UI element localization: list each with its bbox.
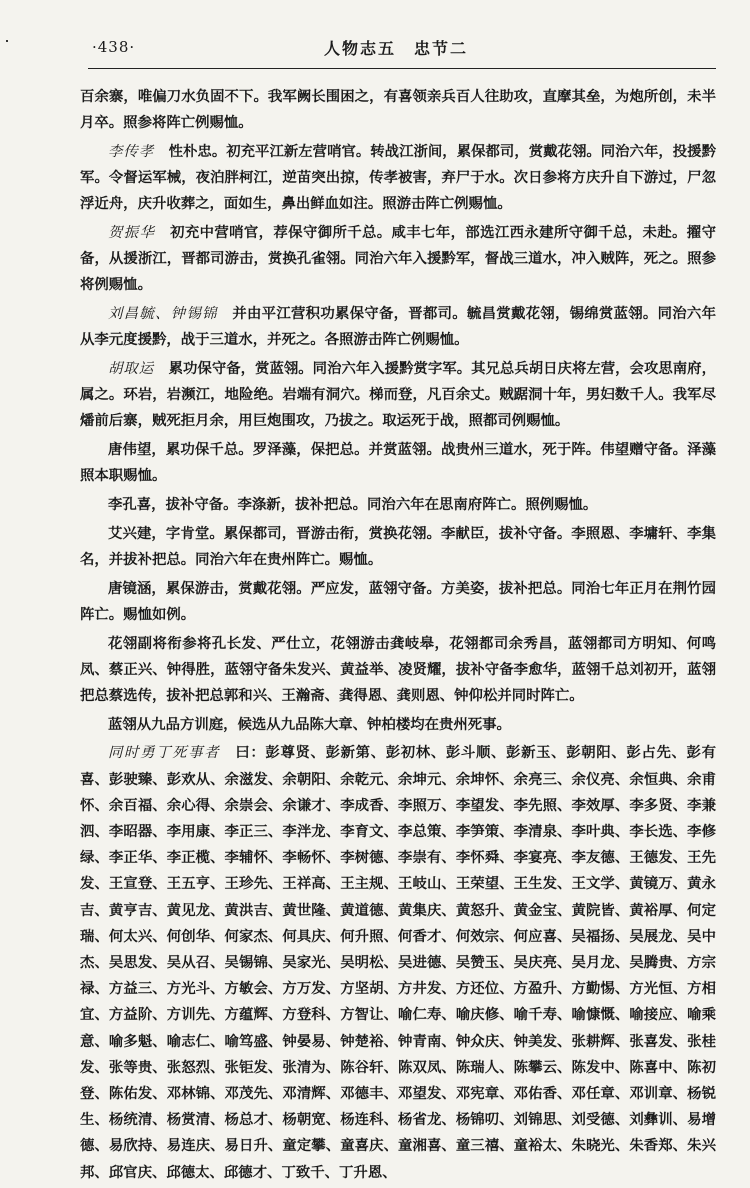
person-name: 刘昌毓、钟锡锦 [108,306,218,323]
paragraph-text: 性朴忠。初充平江新左营哨官。转战江浙间，累保都司，赏戴花翎。同治六年，投援黔军。令督运军械，夜泊胖柯江，逆苗突出掠，传孝被害，弃尸于水。次日参将方庆升自下游过，尸忽浮近舟，庆升收葬之，面如生，鼻出鲜血如注。照游击阵亡例赐恤。 [80,142,716,213]
person-name: 贺振华 [108,225,156,242]
paragraph-text: 花翎副将衔参将孔长发、严仕立，花翎游击龚岐皋，花翎都司余秀昌，蓝翎都司方明知、何鸣凤、蔡正兴、钟得胜，蓝翎守备朱发兴、黄益举、凌贤耀，拔补守备李愈华，蓝翎千总刘初开，蓝翎把总蔡选传，拔补把总郭和兴、王瀚斋、龚得恩、龚则恩、钟仰松并同时阵亡。 [80,634,716,704]
paragraph-text: 李孔喜，拔补守备。李涤新，拔补把总。同治六年在思南府阵亡。照例赐恤。 [108,496,598,514]
paragraph [80,139,716,218]
paragraph [80,356,716,435]
paragraph-text: 唐镜涵，累保游击，赏戴花翎。严应发，蓝翎守备。方美姿，拔补把总。同治七年正月在荆竹园阵亡。赐恤如例。 [80,579,716,623]
paragraph-text: 累功保守备，赏蓝翎。同治六年入援黔赏字军。其兄总兵胡日庆将左营，会攻思南府，属之。环岩，岩濒江，地险绝。岩端有洞穴。梯而登，凡百余丈。贼踞洞十年，男妇数千人。我军尽燔前后寨，贼死拒月余，用巨炮围攻，乃拔之。取运死于战，照都司例赐恤。 [80,360,716,430]
paragraph-text: 蓝翎从九品方训庭，候选从九品陈大章、钟柏楼均在贵州死事。 [108,715,511,733]
paragraph-text: 并由平江营积功累保守备，晋都司。毓昌赏戴花翎，锡绵赏蓝翎。同治六年从李元度援黔，战于三道水，并死之。各照游击阵亡例赐恤。 [80,305,716,349]
paragraph-text: 曰：彭尊贤、彭新第、彭初林、彭斗顺、彭新玉、彭朝阳、彭占先、彭有喜、彭驶臻、彭欢从、余滋发、余朝阳、余乾元、余坤元、余坤怀、余亮三、余仪亮、余恒典、余甫怀、余百福、余心得、余崇会、余谦才、李成香、李照万、李望发、李先照、李效厚、李多贤、李兼泗、李昭器、李用康、李正三、李泮龙、李育文、李总策、李笋策、李清泉、李叶典、李长选、李修绿、李正华、李正榄、李辅怀、李畅怀、李树德、李崇有、李怀舜、李宴亮、李友德、王德发、王先发、王宣登、王五亨、王珍先、王祥高、王主规、王岐山、王荣望、王生发、王文学、黄镜万、黄永吉、黄亨吉、黄见龙、黄洪吉、黄世隆、黄道德、黄集庆、黄怒升、黄金宝、黄院皆、黄裕厚、何定瑞、何太兴、何创华、何家杰、何具庆、何升照、何香才、何效宗、何应喜、吴福扬、吴展龙、吴中杰、吴思发、吴从召、吴锡锦、吴家光、吴明松、吴进德、吴赞玉、吴庆亮、吴月龙、吴腾贵、方宗禄、方益三、方光斗、方敏会、方万发、方坚胡、方井发、方还位、方盈升、方勤惕、方光恒、方相宜、方益阶、方训先、方蕴辉、方登科、方智让、喻仁寿、喻庆修、喻千寿、喻慷慨、喻接应、喻乘意、喻多魁、喻志仁、喻笃盛、钟晏易、钟楚裕、钟青南、钟众庆、钟美发、张耕辉、张喜发、张桂发、张等贵、张怒烈、张钜发、张清为、陈谷轩、陈双凤、陈瑞人、陈攀云、陈发中、陈喜中、陈初登、陈佑发、邓林锦、邓茂先、邓清辉、邓德丰、邓望发、邓宪章、邓佑香、邓任章、邓训章、杨锐生、杨统清、杨赏清、杨总才、杨朝宽、杨连科、杨省龙、杨锦叨、刘锦思、刘受德、刘彝训、易增德、易欣持、易连庆、易日升、童定攀、童喜庆、童湘喜、童三禧、童裕太、朱晓光、朱香郑、朱兴邦、邱官庆、邱德太、邱德才、丁致千、丁升恩、 [80,744,716,1181]
running-title: 人物志五 忠节二 [324,39,469,58]
page-header [92,34,712,64]
header-rule [88,68,716,69]
page-number: ·438· [92,38,136,56]
paragraph [80,740,716,1185]
person-name: 李传孝 [108,143,155,160]
paragraph [80,492,716,518]
paragraph [80,437,716,489]
paragraph-text: 初充中营哨官，荐保守御所千总。咸丰七年，部选江西永建所守御千总，未赴。擢守备，从援浙江，晋都司游击，赏换孔雀翎。同治六年入援黔军，督战三道水，冲入贼阵，死之。照参将例赐恤。 [80,224,716,294]
paragraph [80,712,716,738]
person-name: 胡取运 [108,361,155,378]
paragraph [80,576,716,628]
paragraph-text: 百余寨，唯偏刀水负固不下。我军阙长围困之，有喜领亲兵百人往助攻，直摩其垒，为炮所创，未半月卒。照参将阵亡例赐恤。 [80,88,716,132]
paragraph-text: 唐伟望，累功保千总。罗泽藻，保把总。并赏蓝翎。战贵州三道水，死于阵。伟望赠守备。泽藻照本职赐恤。 [80,441,716,485]
text-body [80,84,716,1188]
paragraph [80,631,716,710]
paragraph [80,84,716,136]
person-name: 同时勇丁死事者 [108,745,221,762]
paragraph [80,301,716,353]
scan-mark [6,40,8,42]
paragraph-text: 艾兴建，字肯堂。累保都司，晋游击衔，赏换花翎。李献臣，拔补守备。李照恩、李墉轩、李集名，并拔补把总。同治六年在贵州阵亡。赐恤。 [80,524,716,568]
paragraph [80,521,716,573]
paragraph [80,220,716,299]
